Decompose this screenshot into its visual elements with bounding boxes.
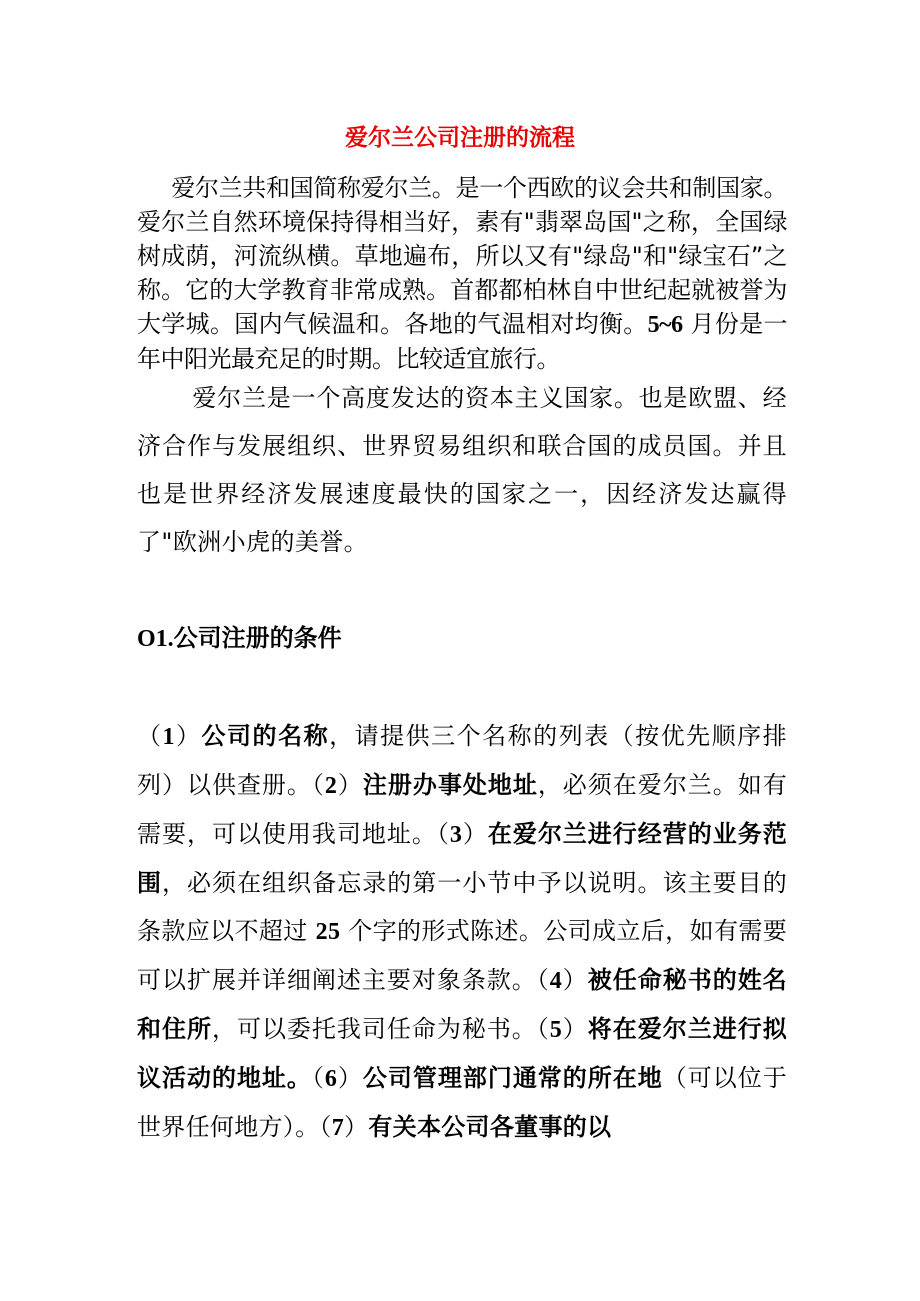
condition-5-open: （ (536, 1015, 550, 1043)
condition-3-label: 在爱尔兰进行经营的业务范围 (137, 820, 787, 897)
condition-6-close: ） (337, 1064, 363, 1092)
condition-6-number: 6 (324, 1066, 338, 1092)
condition-6-label: 公司管理部门通常的所在地 (362, 1064, 663, 1092)
condition-4-label: 被任命秘书的姓名和住所 (137, 966, 787, 1043)
intro-paragraph (137, 171, 787, 376)
condition-7-open: （ (319, 1113, 332, 1141)
condition-3-close: ） (462, 820, 488, 848)
condition-3-word-count: 25 (315, 919, 341, 945)
condition-6-text: （可以位于世界任何地方）。 (137, 1064, 787, 1141)
condition-1-text: ，请提供三个名称的列表（按优先顺序排列）以供查册。 (137, 722, 787, 799)
section-title: 公司注册的条件 (173, 624, 342, 652)
condition-7-close: ） (344, 1113, 369, 1141)
section-heading (137, 618, 342, 659)
condition-5-close: ） (562, 1015, 588, 1043)
section-number: O1. (137, 626, 174, 652)
condition-3-text-1: ，必须在组织备忘录的第一小节中予以说明。该主要目的条款应以不超过 (137, 869, 787, 945)
condition-4-text: ，可以委托我司任命为秘书。 (211, 1015, 537, 1043)
intro-text-part1: 爱尔兰共和国简称爱尔兰。是一个西欧的议会共和制国家。爱尔兰自然环境保持得相当好，素有"翡翠岛国"之称，全国绿树成荫，河流纵横。草地遍布，所以又有"绿岛"和"绿宝石”之称。它的大学教育非常成熟。首都都柏林自中世纪起就被誉为大学城。国内气候温和。各地的气温相对均衡。 (137, 174, 787, 338)
condition-1-label: 公司的名称 (201, 722, 330, 750)
condition-1-number: 1 (162, 724, 175, 750)
condition-7-number: 7 (331, 1115, 345, 1141)
intro-text-part2: 月份是一年中阳光最充足的时期。比较适宜旅行。 (137, 310, 787, 373)
condition-7-label: 有关本公司各董事的以 (368, 1113, 612, 1141)
condition-2-text: ，必须在爱尔兰。如有需要，可以使用我司地址。 (137, 771, 787, 848)
intro-months: 5~6 (647, 312, 683, 338)
condition-1-open: （ (137, 722, 163, 750)
condition-2-number: 2 (324, 773, 338, 799)
condition-1-close: ） (174, 722, 202, 750)
condition-3-open: （ (436, 820, 450, 848)
condition-3-number: 3 (449, 822, 463, 848)
condition-4-number: 4 (549, 968, 563, 994)
condition-5-number: 5 (549, 1017, 563, 1043)
conditions-paragraph (137, 712, 787, 1152)
condition-2-close: ） (337, 771, 363, 799)
condition-3-text-2: 个字的形式陈述。公司成立后，如有需要可以扩展并详细阐述主要对象条款。 (137, 917, 787, 994)
condition-6-open: （ (311, 1064, 325, 1092)
condition-4-close: ） (562, 966, 588, 994)
condition-2-label: 注册办事处地址 (362, 771, 538, 799)
condition-4-open: （ (536, 966, 550, 994)
condition-2-open: （ (311, 771, 325, 799)
second-paragraph-text: 爱尔兰是一个高度发达的资本主义国家。也是欧盟、经济合作与发展组织、世界贸易组织和联合国的成员国。并且也是世界经济发展速度最快的国家之一，因经济发达赢得了"欧洲小虎的美誉。 (137, 384, 787, 556)
document-title: 爱尔兰公司注册的流程 (345, 125, 575, 151)
second-paragraph (137, 374, 787, 566)
condition-5-label: 将在爱尔兰进行拟议活动的地址。 (137, 1015, 788, 1092)
